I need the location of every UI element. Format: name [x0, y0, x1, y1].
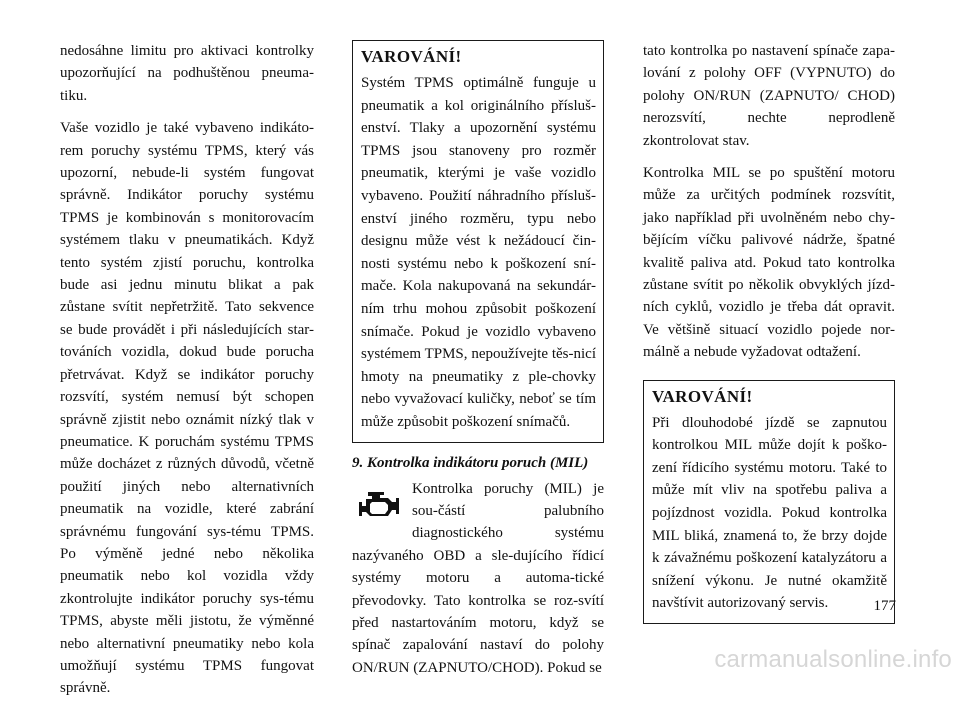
paragraph-tpms-malfunction: Vaše vozidlo je také vybaveno indikáto-rem poruchy systému TPMS, který vás upozorní, nebude-li systém fungovat správně. Indikátor poruchy systému TPMS je kombinován s monitorovacím systémem tlaku v pneumatikách. Když tento systém zjistí poruchu, kontrolka bude asi jednu minutu blikat a pak zůstane svítit nepřetržitě. Tato sekvence se bude provádět i při následujících star-továních vozidla, dokud bude porucha přetrvávat. Když se indikátor poruchy rozsvítí, systém nemusí být schopen správně zjistit nebo oznámit nízký tlak v pneumatice. K poruchám systému TPMS může docházet z různých důvodů, včetně použití jiných nebo alternativních pneumatik na vozidle, které zabrání správnému fungování sys-tému TPMS. Po výměně jedné nebo několika pneumatik nebo kol vozidla vždy zkontrolujte indikátor poruchy sys-tému TPMS, abyste měli jistotu, že výměnné nebo alternativní pneumatiky nebo kola umožňují systému TPMS fungovat správně. — [60, 120, 314, 697]
warning-box-mil — [643, 380, 895, 624]
section-heading-mil: 9. Kontrolka indikátoru poruch (MIL) — [352, 454, 589, 471]
paragraph-mil: Kontrolka poruchy (MIL) je sou-částí palubního diagnostického systému nazývaného OBD a sle-dujícího řídicí systémy motoru a automa-tické převodovky. Tato kontrolka se roz-svítí před nastartováním motoru, když se spínač zapalování nastaví do polohy ON/RUN (ZAPNUTO/CHOD). Pokud se — [352, 480, 604, 676]
paragraph-mil-conditions: Kontrolka MIL se po spuštění motoru může za určitých podmínek rozsvítit, jako například při uvolněném nebo chy-bějícím víčku palivové nádrže, špatné kvalitě paliva atd. Pokud tato kontrolka zůstane svítit po několik obvyklých jízd-ních cyklů, vozidlo je třeba dát opravit. Ve většině situací vozidlo pojede nor-málně a nebude vyžadovat odtažení. — [643, 165, 895, 361]
page-number: 177 — [873, 598, 896, 614]
column-middle — [352, 40, 604, 689]
warning-title: VAROVÁNÍ! — [652, 386, 753, 406]
warning-text: Systém TPMS optimálně funguje u pneumatik a kol originálního přísluš-enství. Tlaky a upozornění systému TPMS jsou stanoveny pro rozměr pneumatik, kterými je vaše vozidlo vybaveno. Použití náhradního přísluš-enství jiného rozměru, typu nebo designu může vést k nežádoucí čin-nosti systému nebo k poškození sní-mače. Kola nakupovaná na sekundár-ním trhu mohou způsobit poškození snímače. Pokud je vozidlo vybaveno systémem TPMS, nepoužívejte těs-nicí hmoty na pneumatiky z ple-chovky nebo vyvažovací kuličky, neboť se tím může způsobit poškození snímačů. — [361, 75, 596, 430]
paragraph-mil-ignition: tato kontrolka po nastavení spínače zapa-lování z polohy OFF (VYPNUTO) do polohy ON/RUN (ZAPNUTO/ CHOD) nerozsvítí, nechte neprodleně zkontrolovat stav. — [643, 43, 895, 149]
column-left — [60, 40, 314, 710]
warning-text: Při dlouhodobé jízdě se zapnutou kontrolkou MIL může dojít k poško-zení řídicího systému motoru. Také to může mít vliv na spotřebu paliva a pojízdnost vozidla. Pokud kontrolka MIL bliká, znamená to, že brzy dojde k závažnému poškození katalyzátoru a snížení výkonu. Je nutné okamžitě navštívit autorizovaný servis. — [652, 414, 887, 612]
column-right — [643, 40, 895, 633]
warning-title: VAROVÁNÍ! — [361, 47, 462, 66]
check-engine-icon — [354, 486, 406, 526]
warning-box-tpms — [352, 40, 604, 443]
watermark: carmanualsonline.info — [714, 646, 952, 673]
paragraph-tire-limit: nedosáhne limitu pro aktivaci kontrolky upozorňující na podhuštěnou pneuma-tiku. — [60, 43, 314, 104]
